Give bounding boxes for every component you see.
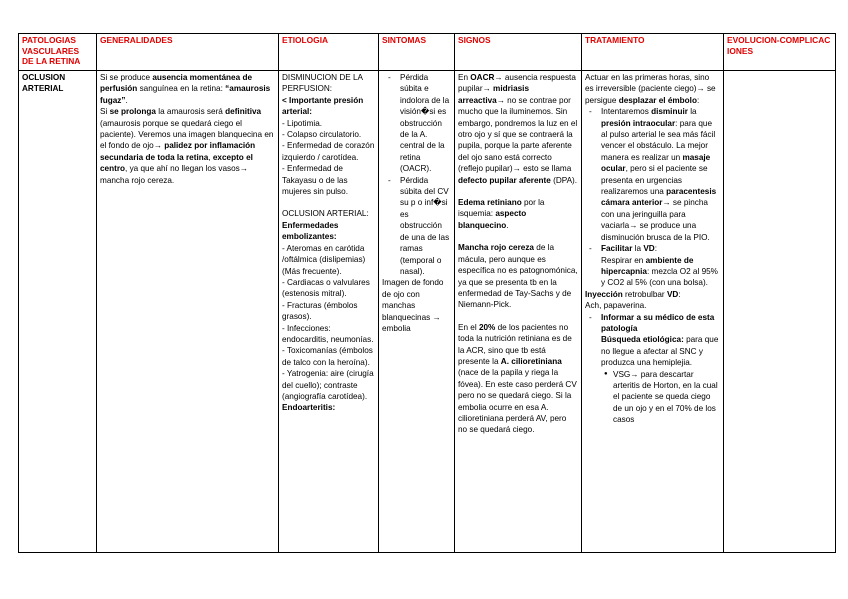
signos-paragraph-1: En OACR→ ausencia respuesta pupilar→ midriasis arreactiva→ no se contrae por mucho que la iluminemos. Sin embargo, pondremos la luz en el otro ojo y sí que se contraerá la pupila, porque la parte aferente del ojo sano está correcto (reflejo pupilar)→ esto se llama defecto pupilar aferente (DPA). [458, 73, 578, 185]
tratamiento-cell [582, 71, 724, 553]
list-item: - Ateromas en carótida /oftálmica (dislipemias) (Más frecuente). [282, 243, 366, 276]
etiologia-cell [279, 71, 379, 553]
etiologia-list-2 [282, 243, 375, 403]
list-item: - Cardiacas o valvulares (estenosis mitral). [282, 277, 370, 299]
sintomas-cell [379, 71, 455, 553]
list-item: - Intentaremos disminuir la presión intraocular: para que al pulso arterial le sea más fácil vencer el obstáculo. La mejor manera es realizar un masaje ocular, pero si el paciente se presenta en urgencias realizaremos una paracentesis cámara anterior→ se pincha con una jeringuilla para vaciarla→ se produce una disminución brusca de la PIO. [601, 106, 720, 243]
etiologia-list-1 [282, 118, 375, 198]
header-etiologia: ETIOLOGIA [279, 34, 379, 71]
list-item: - Colapso circulatorio. [282, 130, 362, 140]
generalidades-paragraph-2: Si se prolonga la amaurosis será definitiva (amaurosis porque se quedará ciego el paciente). Veremos una imagen blanquecina en el fondo de ojo→ palidez por inflamación secundaria de toda la retina, excepto el centro, ya que ahí no llegan los vasos→ mancha rojo cereza. [100, 107, 274, 185]
signos-paragraph-3: Mancha rojo cereza de la mácula, pero aunque es específica no es patognomónica, ya que se presenta tb en la enfermedad de Tay-Sachs y de Niemann-Pick. [458, 243, 578, 310]
etiologia-heading-1: DISMINUCION DE LA PERFUSION: [282, 73, 363, 94]
sintomas-note: Imagen de fondo de ojo con manchas blanquecinas → embolia [382, 278, 444, 333]
header-signos: SIGNOS [455, 34, 582, 71]
evolucion-cell [724, 71, 836, 553]
list-item: - Lipotimia. [282, 118, 323, 128]
tratamiento-list-2 [585, 312, 720, 426]
etiologia-subheading-2: Enfermedades embolizantes: [282, 220, 339, 242]
tratamiento-intro: Actuar en las primeras horas, sino es irreversible (paciente ciego)→ se persigue desplazar el émbolo: [585, 73, 716, 105]
list-item: - Fracturas (émbolos grasos). [282, 300, 358, 322]
list-item: - Facilitar la VD: Respirar en ambiente de hipercapnia: mezcla O2 al 95% y CO2 al 5% (con una bolsa). [601, 243, 720, 289]
header-row [19, 34, 836, 71]
list-item: - Enfermedad de Takayasu o de las mujeres sin pulso. [282, 164, 348, 197]
signos-paragraph-4: En el 20% de los pacientes no toda la nutrición retiniana es de la ACR, sino que tb está presente la A. cilioretiniana (nace de la papila y riega la fóvea). En este caso perderá CV pero no se quedará ciego. Si la embolia ocurre en esa A. cilioretiniana perderá AV, pero no se quedará ciego. [458, 322, 577, 435]
generalidades-cell [97, 71, 279, 553]
row-title: OCLUSION ARTERIAL [22, 73, 66, 94]
pathology-table [18, 33, 836, 553]
header-patologias: PATOLOGIAS VASCULARES DE LA RETINA [19, 34, 97, 71]
etiologia-subheading-3: Endoarteritis: [282, 403, 336, 413]
list-item: - Informar a su médico de esta patología Búsqueda etiológica: para que no llegue a afectar al SNC y produzca una hemiplejia. ● VSG→ para descartar arteritis de Horton, en la cual el paciente se queda ciego de un ojo y en el 70% de los casos [601, 312, 720, 426]
signos-cell [455, 71, 582, 553]
table-row [19, 71, 836, 553]
generalidades-paragraph-1: Si se produce ausencia momentánea de perfusión sanguínea en la retina: “amaurosis fugaz”. [100, 73, 271, 105]
list-item: - Pérdida súbita del CV su p o inf�si es obstrucción de una de las ramas (temporal o nasal). [400, 175, 451, 278]
list-item: - Infecciones: endocarditis, neumonías. [282, 323, 374, 344]
header-generalidades: GENERALIDADES [97, 34, 279, 71]
etiologia-heading-2: OCLUSION ARTERIAL: [282, 209, 369, 219]
header-evolucion: EVOLUCION-COMPLICACIONES [724, 34, 836, 71]
signos-paragraph-2: Edema retiniano por la isquemia: aspecto blanquecino. [458, 198, 545, 230]
row-title-cell [19, 71, 97, 553]
sintomas-list [382, 72, 451, 277]
tratamiento-sublist [601, 369, 720, 426]
header-tratamiento: TRATAMIENTO [582, 34, 724, 71]
list-item: - Toxicomanías (émbolos de talco con la heroína). [282, 346, 373, 367]
list-item: - Yatrogenia: aire (cirugía del cuello); contraste (angiografía carotídea). [282, 369, 374, 401]
list-item: - Pérdida súbita e indolora de la visión�si es obstrucción de la A. central de la retina (OACR). [400, 72, 451, 175]
tratamiento-list-1 [585, 106, 720, 289]
tratamiento-inyeccion: Inyección retrobulbar VD: Ach, papaverina. [585, 289, 681, 311]
list-item: ● VSG→ para descartar arteritis de Horton, en la cual el paciente se queda ciego de un ojo y en el 70% de los casos [613, 369, 720, 426]
header-sintomas: SINTOMAS [379, 34, 455, 71]
etiologia-subheading-1: < Importante presión arterial: [282, 95, 364, 117]
list-item: - Enfermedad de corazón izquierdo / carotídea. [282, 141, 375, 162]
